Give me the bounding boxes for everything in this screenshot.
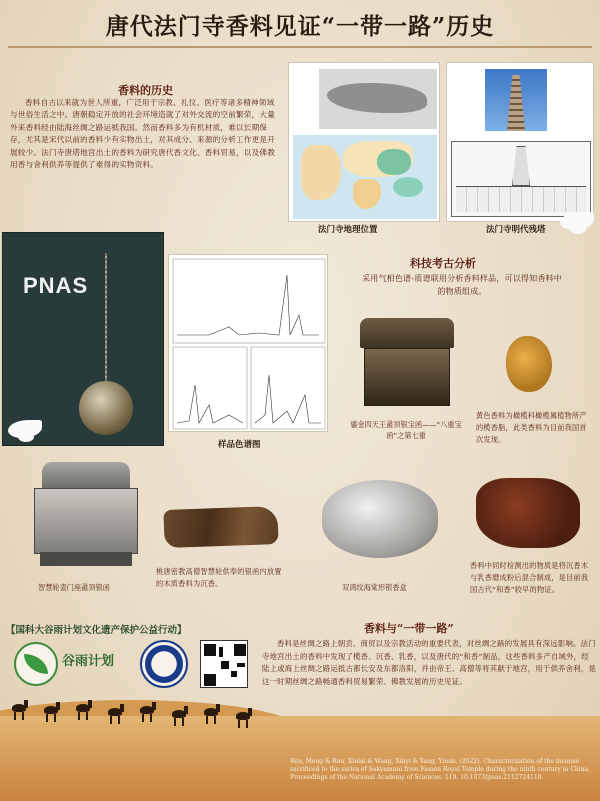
pagoda-photo xyxy=(485,69,547,131)
silver-incense-box-image xyxy=(322,480,438,558)
pagoda-section-drawing xyxy=(451,141,591,217)
dove-left-image xyxy=(8,420,42,444)
yellow-resin-image xyxy=(506,336,552,392)
analysis-heading: 科技考古分析 xyxy=(410,257,476,270)
guyu-logo-text: 谷雨计划 xyxy=(62,654,115,669)
camel-icon xyxy=(8,700,30,720)
silver-box-caption: 双鸿纹海棠形银香盒 xyxy=(342,583,407,592)
agarwood-caption: 桃唐密教高僧智慧轮供奉的银函内放置的木质香料为沉香。 xyxy=(156,567,282,588)
silk-road-map-image xyxy=(293,135,437,219)
satellite-map-image xyxy=(319,69,437,129)
analysis-text: 采用气相色谱-质谱联用分析香料样品，可以得知香料中的物质组成。 xyxy=(362,274,562,296)
incense-burner-ball xyxy=(79,381,133,435)
silkroad-heading: 香料与“一带一路” xyxy=(364,622,454,635)
chromatogram-caption: 样品色谱图 xyxy=(218,440,261,450)
casket-caption: 鎏金四天王盝顶银宝函——“八重宝函”之第七重 xyxy=(350,420,462,440)
agarwood-image xyxy=(163,506,278,548)
dove-right-image xyxy=(560,212,594,236)
camel-icon xyxy=(40,702,62,722)
pnas-logo: PNAS xyxy=(23,273,89,298)
history-heading: 香料的历史 xyxy=(118,84,173,97)
pagoda-figure xyxy=(446,62,594,222)
silver-urn-casket-image xyxy=(34,462,138,570)
yellow-resin-caption: 黄色香料为橄榄科橄榄属植物所产的榄香脂，此类香料为目前我国首次发现。 xyxy=(476,411,587,444)
location-map-figure xyxy=(288,62,440,222)
red-resin-image xyxy=(476,478,580,548)
citation: Ren, Meng & Ren, Xinlai & Wang, Xinyi & Yang, Yimin. (2022). Characterization of the incense sacrificed to the sarira of Sakyamuni from Famen Royal Temple during the ninth century in China. Proceedings of the National Academy of Sciences. 119. 10.1073/pnas.2112724119. xyxy=(290,758,591,781)
poster-title: 唐代法门寺香料见证“一带一路”历史 xyxy=(105,13,495,40)
pagoda-caption: 法门寺明代残塔 xyxy=(486,225,546,235)
chromatogram-figure xyxy=(168,254,328,432)
guyu-emblem-logo xyxy=(14,642,58,686)
camel-icon xyxy=(200,704,222,724)
urn-caption: 智慧轮壶门座盝顶银函 xyxy=(38,583,110,592)
title-divider xyxy=(8,46,592,48)
map-caption: 法门寺地理位置 xyxy=(318,225,378,235)
camel-icon xyxy=(232,708,254,728)
camel-icon xyxy=(72,700,94,720)
camel-icon xyxy=(168,706,190,726)
qr-code[interactable] xyxy=(200,640,248,688)
action-title: 【国科大谷雨计划文化遗产保护公益行动】 xyxy=(6,625,187,636)
camel-icon xyxy=(104,704,126,724)
history-text: 香料自古以来就为世人所重，广泛用于宗教、礼仪、医疗等诸多精神领域与世俗生活之中。唐朝稳定开放的社会环境造就了对外交流的空前繁荣，大量外来香料经由陆海丝绸之路运抵我国。然而香料多为有机材质，难以长期保存，尤其是宋代以前的香料少有实物出土，对其成分、来源的分析工作更是开展较少。法门寺唐塔地宫出土的香料为研究唐代香文化、香料贸易，以及佛教用香与舍利供养等提供了难得的实物资料。 xyxy=(10,98,275,170)
university-seal-logo xyxy=(140,640,188,688)
red-resin-caption: 香料中同时检测出的物质是将沉香木与乳香磨成粉后混合制成，是目前我国古代“和香”较早的物证。 xyxy=(470,561,589,594)
pnas-cover-image xyxy=(2,232,164,446)
silkroad-text: 香料是丝绸之路上朝贡、商贸以及宗教活动的重要代表，对丝绸之路的发展具有深远影响。法门寺地宫出土的香料中发现了榄香、沉香、乳香，以及唐代的“和香”制品，这些香料多产自域外，经陆上或海上丝绸之路运抵古都长安及东都洛阳，并由帝王、高僧等将其献于地宫，用于供养舍利，是这一时期丝绸之路畅通香料贸易繁荣、佛教发展的历史见证。 xyxy=(262,639,596,686)
gilded-silver-casket-image xyxy=(360,318,454,410)
camel-icon xyxy=(136,702,158,722)
